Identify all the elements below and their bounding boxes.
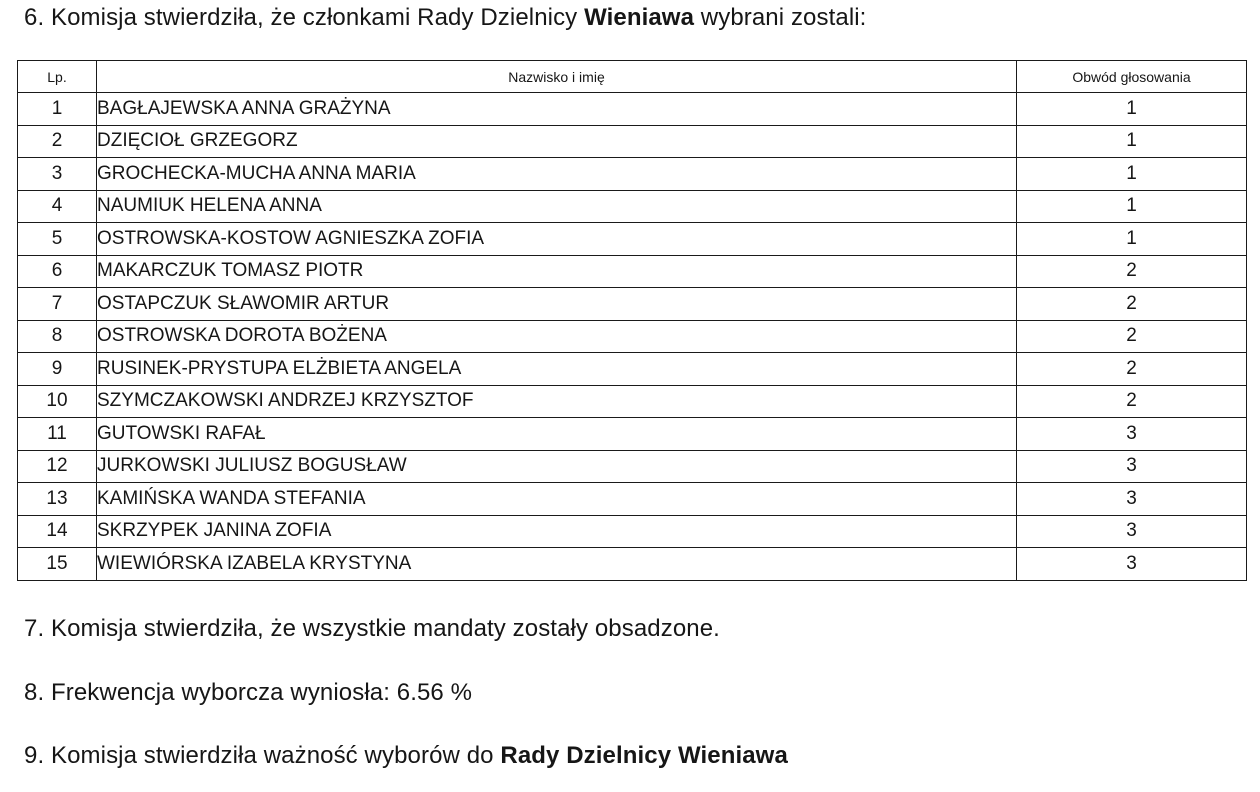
row-district: 3 — [1017, 418, 1247, 451]
row-name: KAMIŃSKA WANDA STEFANIA — [97, 483, 1017, 516]
row-district: 2 — [1017, 255, 1247, 288]
table-header-row — [18, 61, 1247, 93]
row-district: 1 — [1017, 158, 1247, 191]
table-row — [18, 548, 1247, 581]
row-district: 3 — [1017, 548, 1247, 581]
section-8-turnout: 8. Frekwencja wyborcza wyniosła: 6.56 % — [24, 679, 473, 706]
row-district: 1 — [1017, 125, 1247, 158]
table-row — [18, 288, 1247, 321]
row-district: 3 — [1017, 515, 1247, 548]
row-lp: 5 — [18, 223, 97, 256]
row-name: MAKARCZUK TOMASZ PIOTR — [97, 255, 1017, 288]
row-name: WIEWIÓRSKA IZABELA KRYSTYNA — [97, 548, 1017, 581]
row-name: GROCHECKA-MUCHA ANNA MARIA — [97, 158, 1017, 191]
district-name-bold: Wieniawa — [584, 4, 695, 31]
table-row — [18, 353, 1247, 386]
row-lp: 9 — [18, 353, 97, 386]
row-name: OSTROWSKA DOROTA BOŻENA — [97, 320, 1017, 353]
row-lp: 8 — [18, 320, 97, 353]
row-name: SZYMCZAKOWSKI ANDRZEJ KRZYSZTOF — [97, 385, 1017, 418]
row-name: GUTOWSKI RAFAŁ — [97, 418, 1017, 451]
section-9-prefix: 9. Komisja stwierdziła ważność wyborów do — [24, 742, 501, 769]
row-lp: 10 — [18, 385, 97, 418]
row-name: BAGŁAJEWSKA ANNA GRAŻYNA — [97, 93, 1017, 126]
row-lp: 1 — [18, 93, 97, 126]
elected-members-table — [17, 60, 1247, 581]
council-name-bold: Rady Dzielnicy Wieniawa — [500, 742, 788, 769]
table-row — [18, 450, 1247, 483]
row-name: NAUMIUK HELENA ANNA — [97, 190, 1017, 223]
header-district: Obwód głosowania — [1017, 61, 1247, 93]
section-9-text — [24, 742, 788, 770]
table-row — [18, 223, 1247, 256]
table-row — [18, 125, 1247, 158]
table-row — [18, 93, 1247, 126]
row-name: JURKOWSKI JULIUSZ BOGUSŁAW — [97, 450, 1017, 483]
table-row — [18, 255, 1247, 288]
table-row — [18, 483, 1247, 516]
row-lp: 12 — [18, 450, 97, 483]
table-row — [18, 190, 1247, 223]
header-name: Nazwisko i imię — [97, 61, 1017, 93]
section-6-suffix: wybrani zostali: — [694, 4, 867, 31]
row-lp: 13 — [18, 483, 97, 516]
row-district: 2 — [1017, 353, 1247, 386]
row-name: DZIĘCIOŁ GRZEGORZ — [97, 125, 1017, 158]
row-name: RUSINEK-PRYSTUPA ELŻBIETA ANGELA — [97, 353, 1017, 386]
row-district: 1 — [1017, 223, 1247, 256]
row-district: 3 — [1017, 450, 1247, 483]
row-district: 3 — [1017, 483, 1247, 516]
table-body — [18, 93, 1247, 581]
section-7-text: 7. Komisja stwierdziła, że wszystkie mandaty zostały obsadzone. — [24, 615, 720, 642]
table-row — [18, 385, 1247, 418]
row-district: 2 — [1017, 288, 1247, 321]
row-district: 2 — [1017, 385, 1247, 418]
row-district: 1 — [1017, 190, 1247, 223]
row-lp: 15 — [18, 548, 97, 581]
section-6-prefix: 6. Komisja stwierdziła, że członkami Rady Dzielnicy — [24, 4, 585, 31]
row-name: OSTAPCZUK SŁAWOMIR ARTUR — [97, 288, 1017, 321]
row-district: 2 — [1017, 320, 1247, 353]
row-lp: 11 — [18, 418, 97, 451]
row-lp: 6 — [18, 255, 97, 288]
table-row — [18, 158, 1247, 191]
row-lp: 3 — [18, 158, 97, 191]
table-row — [18, 515, 1247, 548]
row-lp: 7 — [18, 288, 97, 321]
row-district: 1 — [1017, 93, 1247, 126]
section-6-heading — [24, 4, 866, 32]
row-lp: 14 — [18, 515, 97, 548]
table-row — [18, 418, 1247, 451]
header-lp: Lp. — [18, 61, 97, 93]
row-lp: 2 — [18, 125, 97, 158]
table-row — [18, 320, 1247, 353]
row-name: OSTROWSKA-KOSTOW AGNIESZKA ZOFIA — [97, 223, 1017, 256]
row-lp: 4 — [18, 190, 97, 223]
row-name: SKRZYPEK JANINA ZOFIA — [97, 515, 1017, 548]
